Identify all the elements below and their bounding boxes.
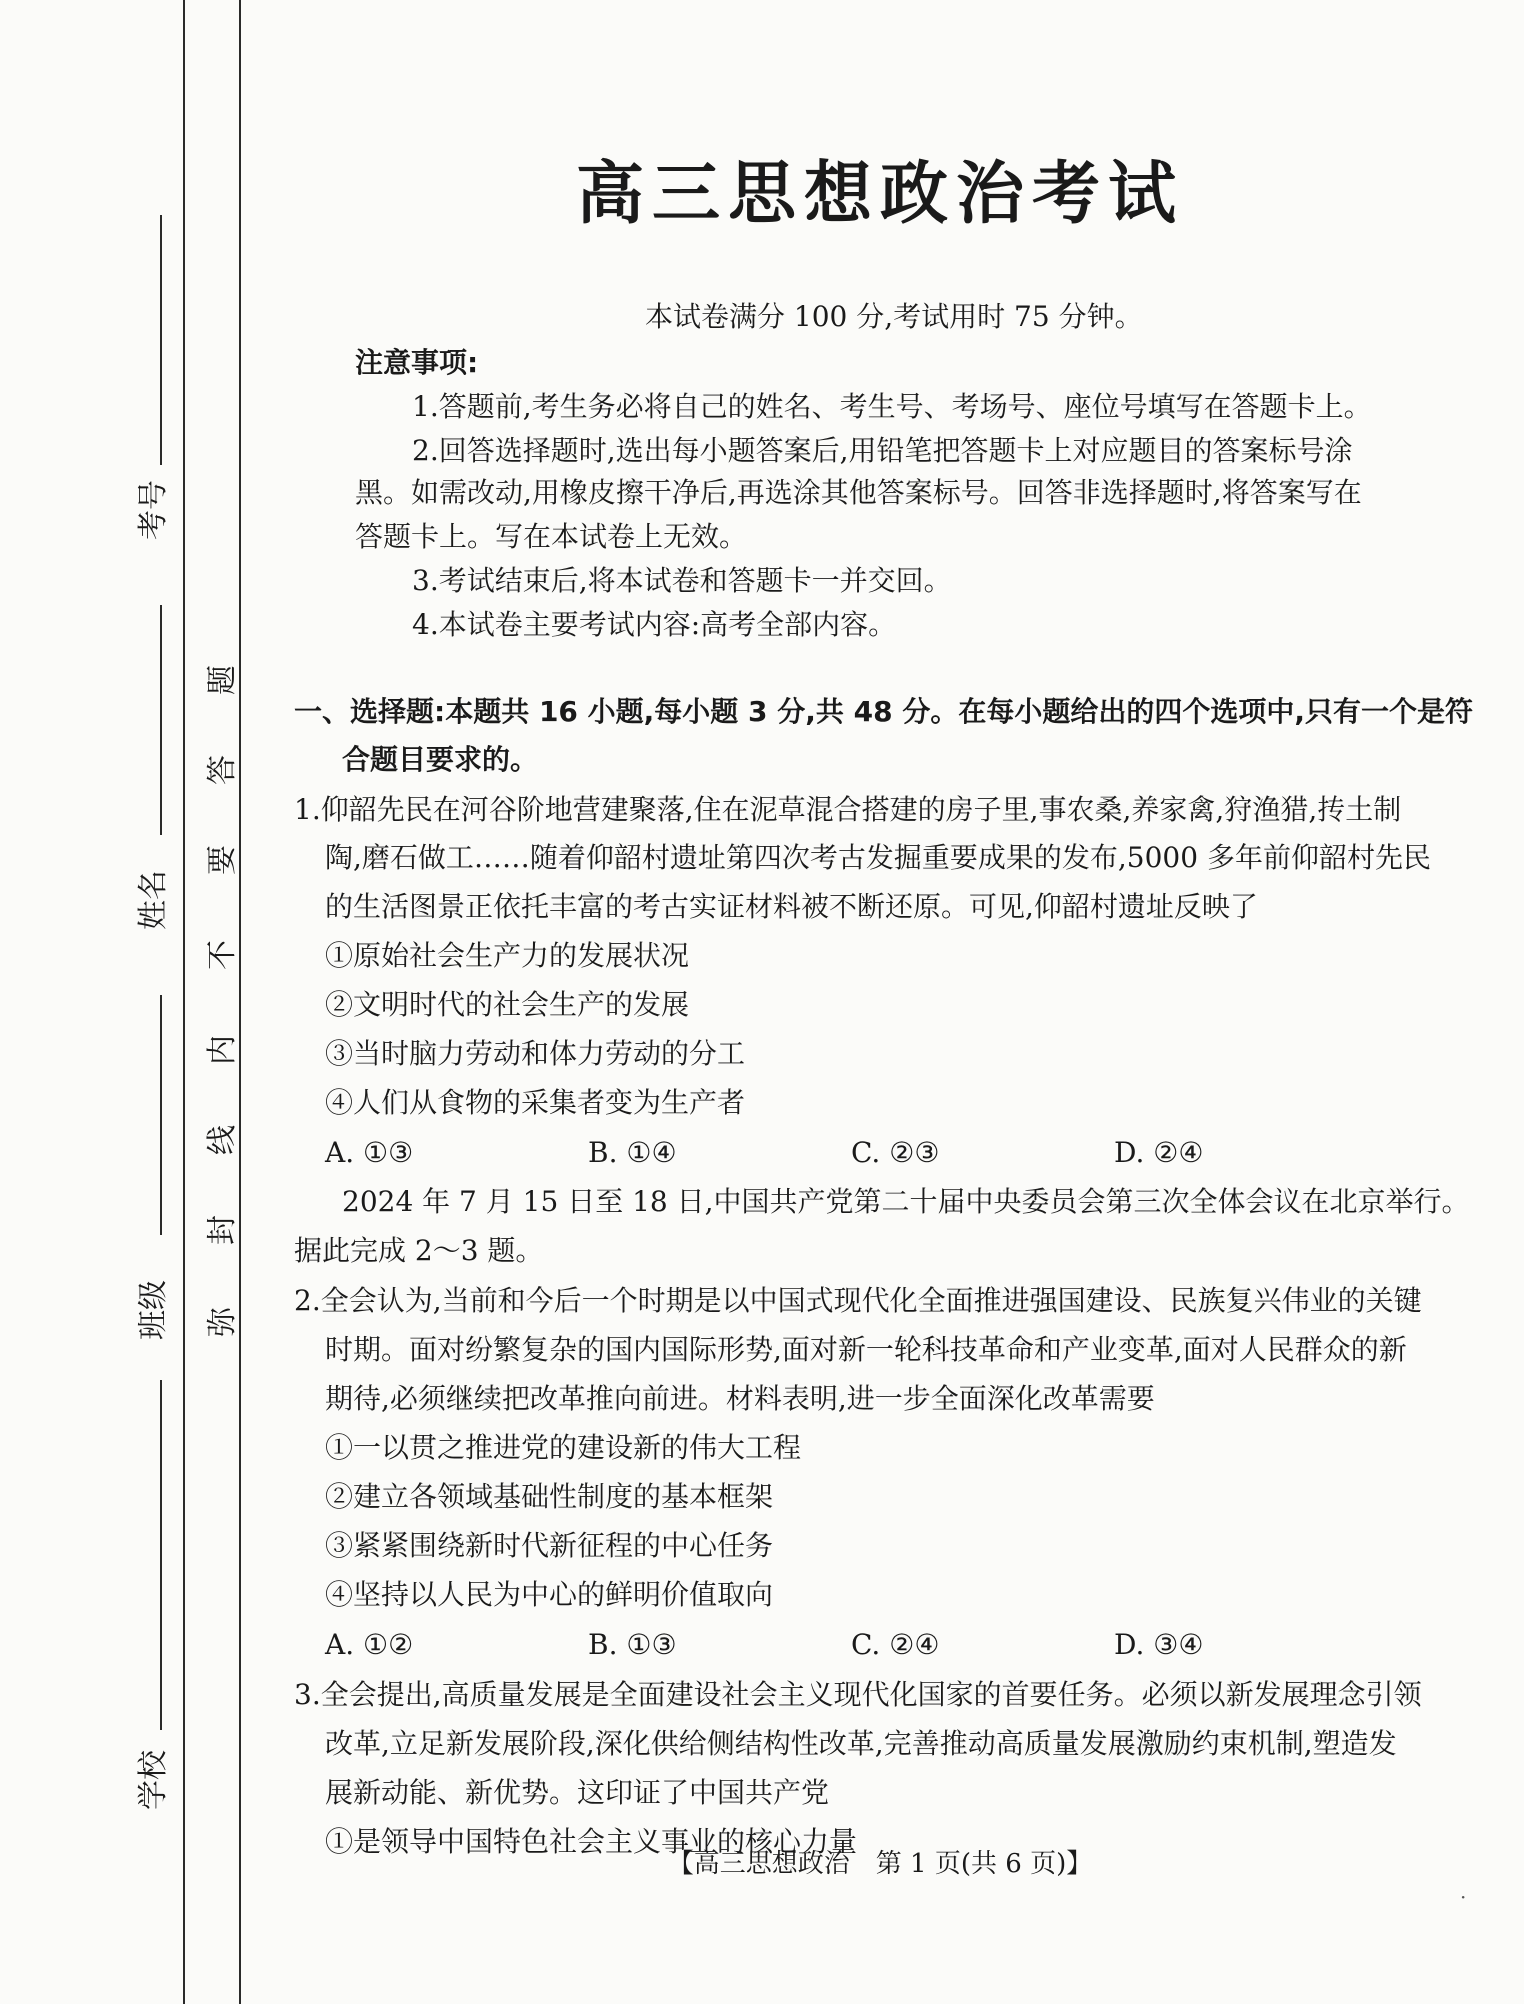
page-title: 高三思想政治考试: [575, 155, 1184, 234]
notice-heading: 注意事项:: [355, 346, 479, 379]
q3-stem: 展新动能、新优势。这印证了中国共产党: [325, 1776, 830, 1809]
seal-char: 线: [205, 1125, 240, 1155]
q1-item: ④人们从食物的采集者变为生产者: [325, 1086, 746, 1119]
q1-stem: 陶,磨石做工……随着仰韶村遗址第四次考古发掘重要成果的发布,5000 多年前仰韶村先民: [325, 841, 1431, 874]
notice-line: 答题卡上。写在本试卷上无效。: [355, 520, 748, 553]
school-rule: [160, 1380, 162, 1730]
seal-char: 不: [205, 940, 240, 970]
q2-option-b: B. ①③: [588, 1628, 677, 1661]
q3-stem: 3.全会提出,高质量发展是全面建设社会主义现代化国家的首要任务。必须以新发展理念引领: [294, 1678, 1422, 1711]
material-text: 2024 年 7 月 15 日至 18 日,中国共产党第二十届中央委员会第三次全体会议在北京举行。: [342, 1185, 1470, 1218]
seal-char: 弥: [205, 1307, 240, 1337]
section-heading: 合题目要求的。: [342, 743, 539, 776]
binding-line-outer: [183, 0, 185, 2004]
q2-option-a: A. ①②: [325, 1628, 414, 1661]
seal-char: 要: [205, 845, 240, 875]
q2-stem: 2.全会认为,当前和今后一个时期是以中国式现代化全面推进强国建设、民族复兴伟业的关键: [294, 1284, 1422, 1317]
binding-line-inner: [239, 0, 241, 2004]
q2-option-d: D. ③④: [1114, 1628, 1204, 1661]
seal-char: 题: [205, 665, 240, 695]
q1-option-c: C. ②③: [851, 1136, 940, 1169]
exam-no-label: 考号: [136, 480, 171, 540]
notice-line: 2.回答选择题时,选出每小题答案后,用铅笔把答题卡上对应题目的答案标号涂: [412, 434, 1353, 467]
q2-item: ④坚持以人民为中心的鲜明价值取向: [325, 1578, 774, 1611]
class-label: 班级: [136, 1280, 171, 1340]
name-rule: [160, 605, 162, 835]
scan-mark: ·: [1460, 1885, 1467, 1909]
q3-stem: 改革,立足新发展阶段,深化供给侧结构性改革,完善推动高质量发展激励约束机制,塑造发: [325, 1727, 1397, 1760]
q2-item: ②建立各领域基础性制度的基本框架: [325, 1480, 774, 1513]
q2-stem: 期待,必须继续把改革推向前进。材料表明,进一步全面深化改革需要: [325, 1382, 1155, 1415]
q2-stem: 时期。面对纷繁复杂的国内国际形势,面对新一轮科技革命和产业变革,面对人民群众的新: [325, 1333, 1407, 1366]
school-label: 学校: [136, 1750, 171, 1810]
q1-option-b: B. ①④: [588, 1136, 677, 1169]
q1-stem: 的生活图景正依托丰富的考古实证材料被不断还原。可见,仰韶村遗址反映了: [325, 890, 1258, 923]
seal-char: 内: [205, 1035, 240, 1065]
q3-item: ①是领导中国特色社会主义事业的核心力量: [325, 1825, 858, 1858]
notice-line: 3.考试结束后,将本试卷和答题卡一并交回。: [412, 564, 952, 597]
q2-item: ①一以贯之推进党的建设新的伟大工程: [325, 1431, 802, 1464]
q1-item: ③当时脑力劳动和体力劳动的分工: [325, 1037, 746, 1070]
name-label: 姓名: [136, 870, 171, 930]
q1-item: ①原始社会生产力的发展状况: [325, 939, 690, 972]
notice-line: 黑。如需改动,用橡皮擦干净后,再选涂其他答案标号。回答非选择题时,将答案写在: [355, 476, 1362, 509]
section-heading: 一、选择题:本题共 16 小题,每小题 3 分,共 48 分。在每小题给出的四个选项中,只有一个是符: [294, 695, 1474, 728]
seal-char: 封: [205, 1215, 240, 1245]
subtitle: 本试卷满分 100 分,考试用时 75 分钟。: [645, 300, 1143, 333]
q1-option-d: D. ②④: [1114, 1136, 1204, 1169]
page-footer: 【高三思想政治 第 1 页(共 6 页)】: [667, 1849, 1093, 1879]
q1-stem: 1.仰韶先民在河谷阶地营建聚落,住在泥草混合搭建的房子里,事农桑,养家禽,狩渔猎,抟土制: [294, 793, 1402, 826]
q2-option-c: C. ②④: [851, 1628, 940, 1661]
material-text: 据此完成 2～3 题。: [294, 1234, 544, 1267]
q1-options: [325, 1133, 1425, 1173]
seal-char: 答: [205, 755, 240, 785]
q1-item: ②文明时代的社会生产的发展: [325, 988, 690, 1021]
q2-item: ③紧紧围绕新时代新征程的中心任务: [325, 1529, 774, 1562]
notice-line: 4.本试卷主要考试内容:高考全部内容。: [412, 608, 897, 641]
q2-options: [325, 1625, 1425, 1665]
notice-line: 1.答题前,考生务必将自己的姓名、考生号、考场号、座位号填写在答题卡上。: [412, 390, 1372, 423]
exam-no-rule: [160, 215, 162, 465]
class-rule: [160, 995, 162, 1235]
q1-option-a: A. ①③: [325, 1136, 414, 1169]
